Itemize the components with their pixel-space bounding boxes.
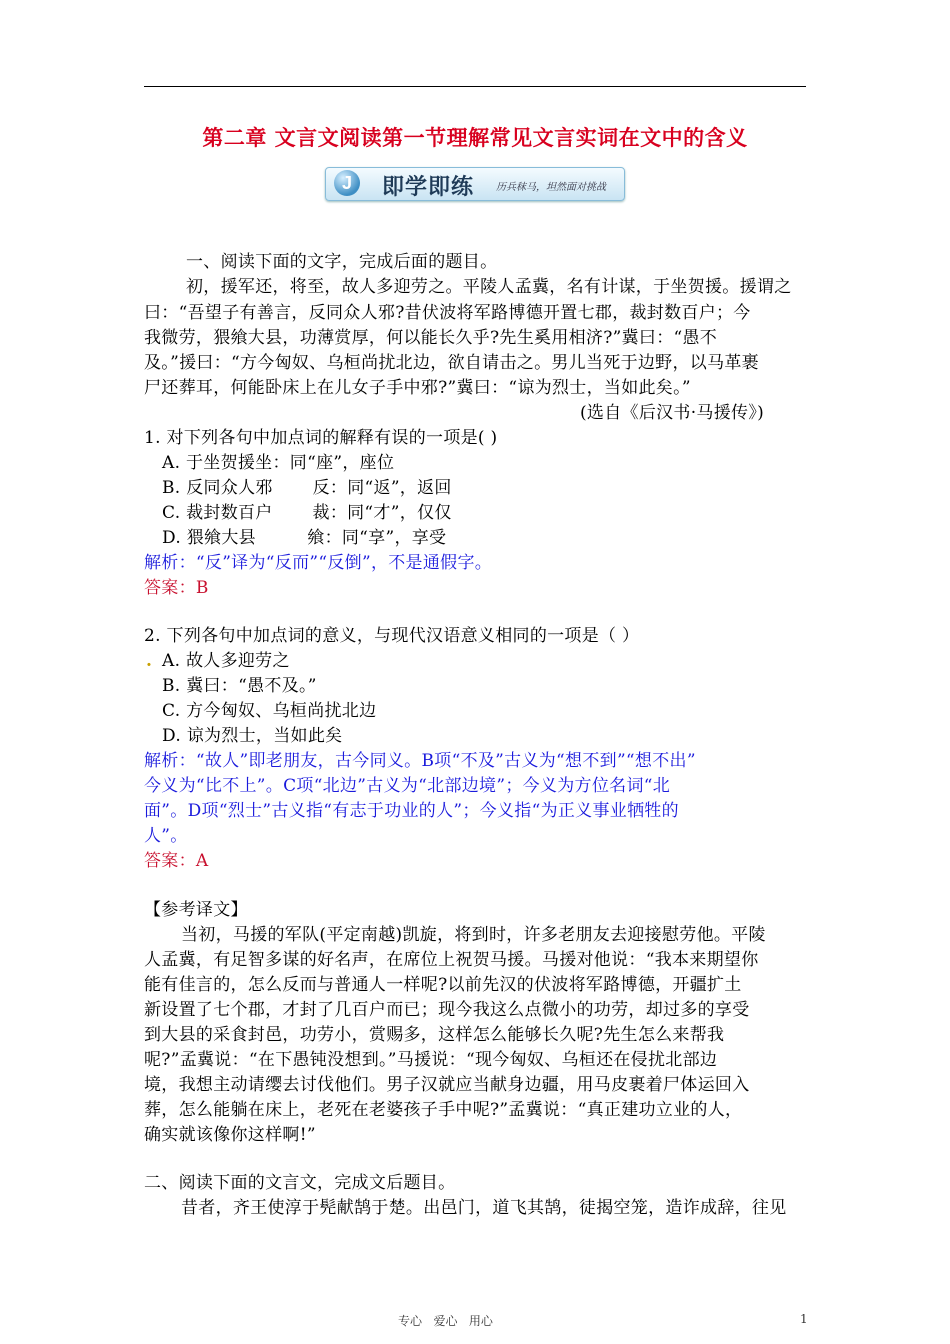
translation-line: 到大县的采食封邑，功劳小，赏赐多，这样怎么能够长久呢?先生怎么来帮我 xyxy=(144,1025,725,1045)
translation-line: 人孟冀，有足智多谋的好名声，在席位上祝贺马援。马援对他说：“我本来期望你 xyxy=(144,950,759,970)
q1-stem: 1. 对下列各句中加点词的解释有误的一项是( ) xyxy=(144,428,498,448)
banner xyxy=(325,167,625,201)
passage1-line: 尸还葬耳，何能卧床上在儿女子手中邪?”冀曰：“谅为烈士，当如此矣。” xyxy=(144,378,691,398)
q2-option-c: C. 方今匈奴、乌桓尚扰北边 xyxy=(162,701,377,721)
translation-heading: 【参考译文】 xyxy=(144,900,248,920)
q2-analysis-line: 今义为“比不上”。C项“北边”古义为“北部边境”；今义为方位名词“北 xyxy=(144,776,671,796)
banner-title: 即学即练 xyxy=(382,175,475,200)
passage1-line: 及。”援曰：“方今匈奴、乌桓尚扰北边，欲自请击之。男儿当死于边野，以马革裹 xyxy=(144,353,759,373)
translation-line: 确实就该像你这样啊!” xyxy=(144,1125,316,1145)
footer-motto: 专心 爱心 用心 xyxy=(398,1314,493,1328)
q1-analysis: 解析：“反”译为“反而”“反倒”，不是通假字。 xyxy=(144,553,493,573)
passage1-heading: 一、阅读下面的文字，完成后面的题目。 xyxy=(186,252,498,272)
q2-stem: 2. 下列各句中加点词的意义，与现代汉语意义相同的一项是（ ） xyxy=(144,626,640,646)
passage1-line: 初，援军还，将至，故人多迎劳之。平陵人孟冀，名有计谋，于坐贺援。援谓之 xyxy=(186,277,792,297)
q2-analysis-line: 面”。D项“烈士”古义指“有志于功业的人”；今义指“为正义事业牺牲的 xyxy=(144,801,679,821)
translation-line: 葬，怎么能躺在床上，老死在老婆孩子手中呢?”孟冀说：“真正建功立业的人， xyxy=(144,1100,743,1120)
marker-dot: . xyxy=(146,651,153,671)
passage2-line: 昔者，齐王使淳于髡献鹄于楚。出邑门，道飞其鹄，徒揭空笼，造诈成辞，往见 xyxy=(181,1198,787,1218)
header-rule xyxy=(144,86,806,87)
passage1-line: 我微劳，猥飨大县，功薄赏厚，何以能长久乎?先生奚用相济?”冀曰：“愚不 xyxy=(144,328,718,348)
q2-analysis-line: 人”。 xyxy=(144,826,188,846)
q2-analysis-line: 解析：“故人”即老朋友，古今同义。B项“不及”古义为“想不到”“想不出” xyxy=(144,751,696,771)
q1-answer: 答案：B xyxy=(144,578,209,598)
j-icon: J xyxy=(334,170,360,196)
q2-option-d: D. 谅为烈士，当如此矣 xyxy=(162,726,343,746)
q2-answer: 答案：A xyxy=(144,851,209,871)
translation-line: 境，我想主动请缨去讨伐他们。男子汉就应当献身边疆，用马皮裹着尸体运回入 xyxy=(144,1075,750,1095)
q2-option-b: B. 冀曰：“愚不及。” xyxy=(162,676,317,696)
q1-option-c: C. 裁封数百户 裁：同“才”，仅仅 xyxy=(162,503,452,523)
page-title: 第二章 文言文阅读第一节理解常见文言实词在文中的含义 xyxy=(202,125,748,150)
translation-line: 呢?”孟冀说：“在下愚钝没想到。”马援说：“现今匈奴、乌桓还在侵扰北部边 xyxy=(144,1050,718,1070)
passage1-source: (选自《后汉书·马援传》) xyxy=(580,403,765,423)
q1-option-a: A. 于坐贺援坐：同“座”，座位 xyxy=(162,453,395,473)
translation-line: 新设置了七个郡，才封了几百户而已；现今我这么点微小的功劳，却过多的享受 xyxy=(144,1000,750,1020)
q1-option-d: D. 猥飨大县 飨：同“享”，享受 xyxy=(162,528,447,548)
page-number: 1 xyxy=(800,1312,808,1326)
passage2-heading: 二、阅读下面的文言文，完成文后题目。 xyxy=(144,1173,456,1193)
option-marker xyxy=(146,649,152,673)
banner-subtitle: 历兵秣马，坦然面对挑战 xyxy=(496,182,606,193)
q1-option-b: B. 反同众人邪 反：同“返”，返回 xyxy=(162,478,452,498)
translation-line: 能有佳言的，怎么反而与普通人一样呢?以前先汉的伏波将军路博德，开疆扩土 xyxy=(144,975,742,995)
translation-line: 当初，马援的军队(平定南越)凯旋，将到时，许多老朋友去迎接慰劳他。平陵 xyxy=(181,925,766,945)
q2-option-a: A. 故人多迎劳之 xyxy=(162,651,290,671)
passage1-line: 曰：“吾望子有善言，反同众人邪?昔伏波将军路博德开置七郡，裁封数百户；今 xyxy=(144,303,751,323)
